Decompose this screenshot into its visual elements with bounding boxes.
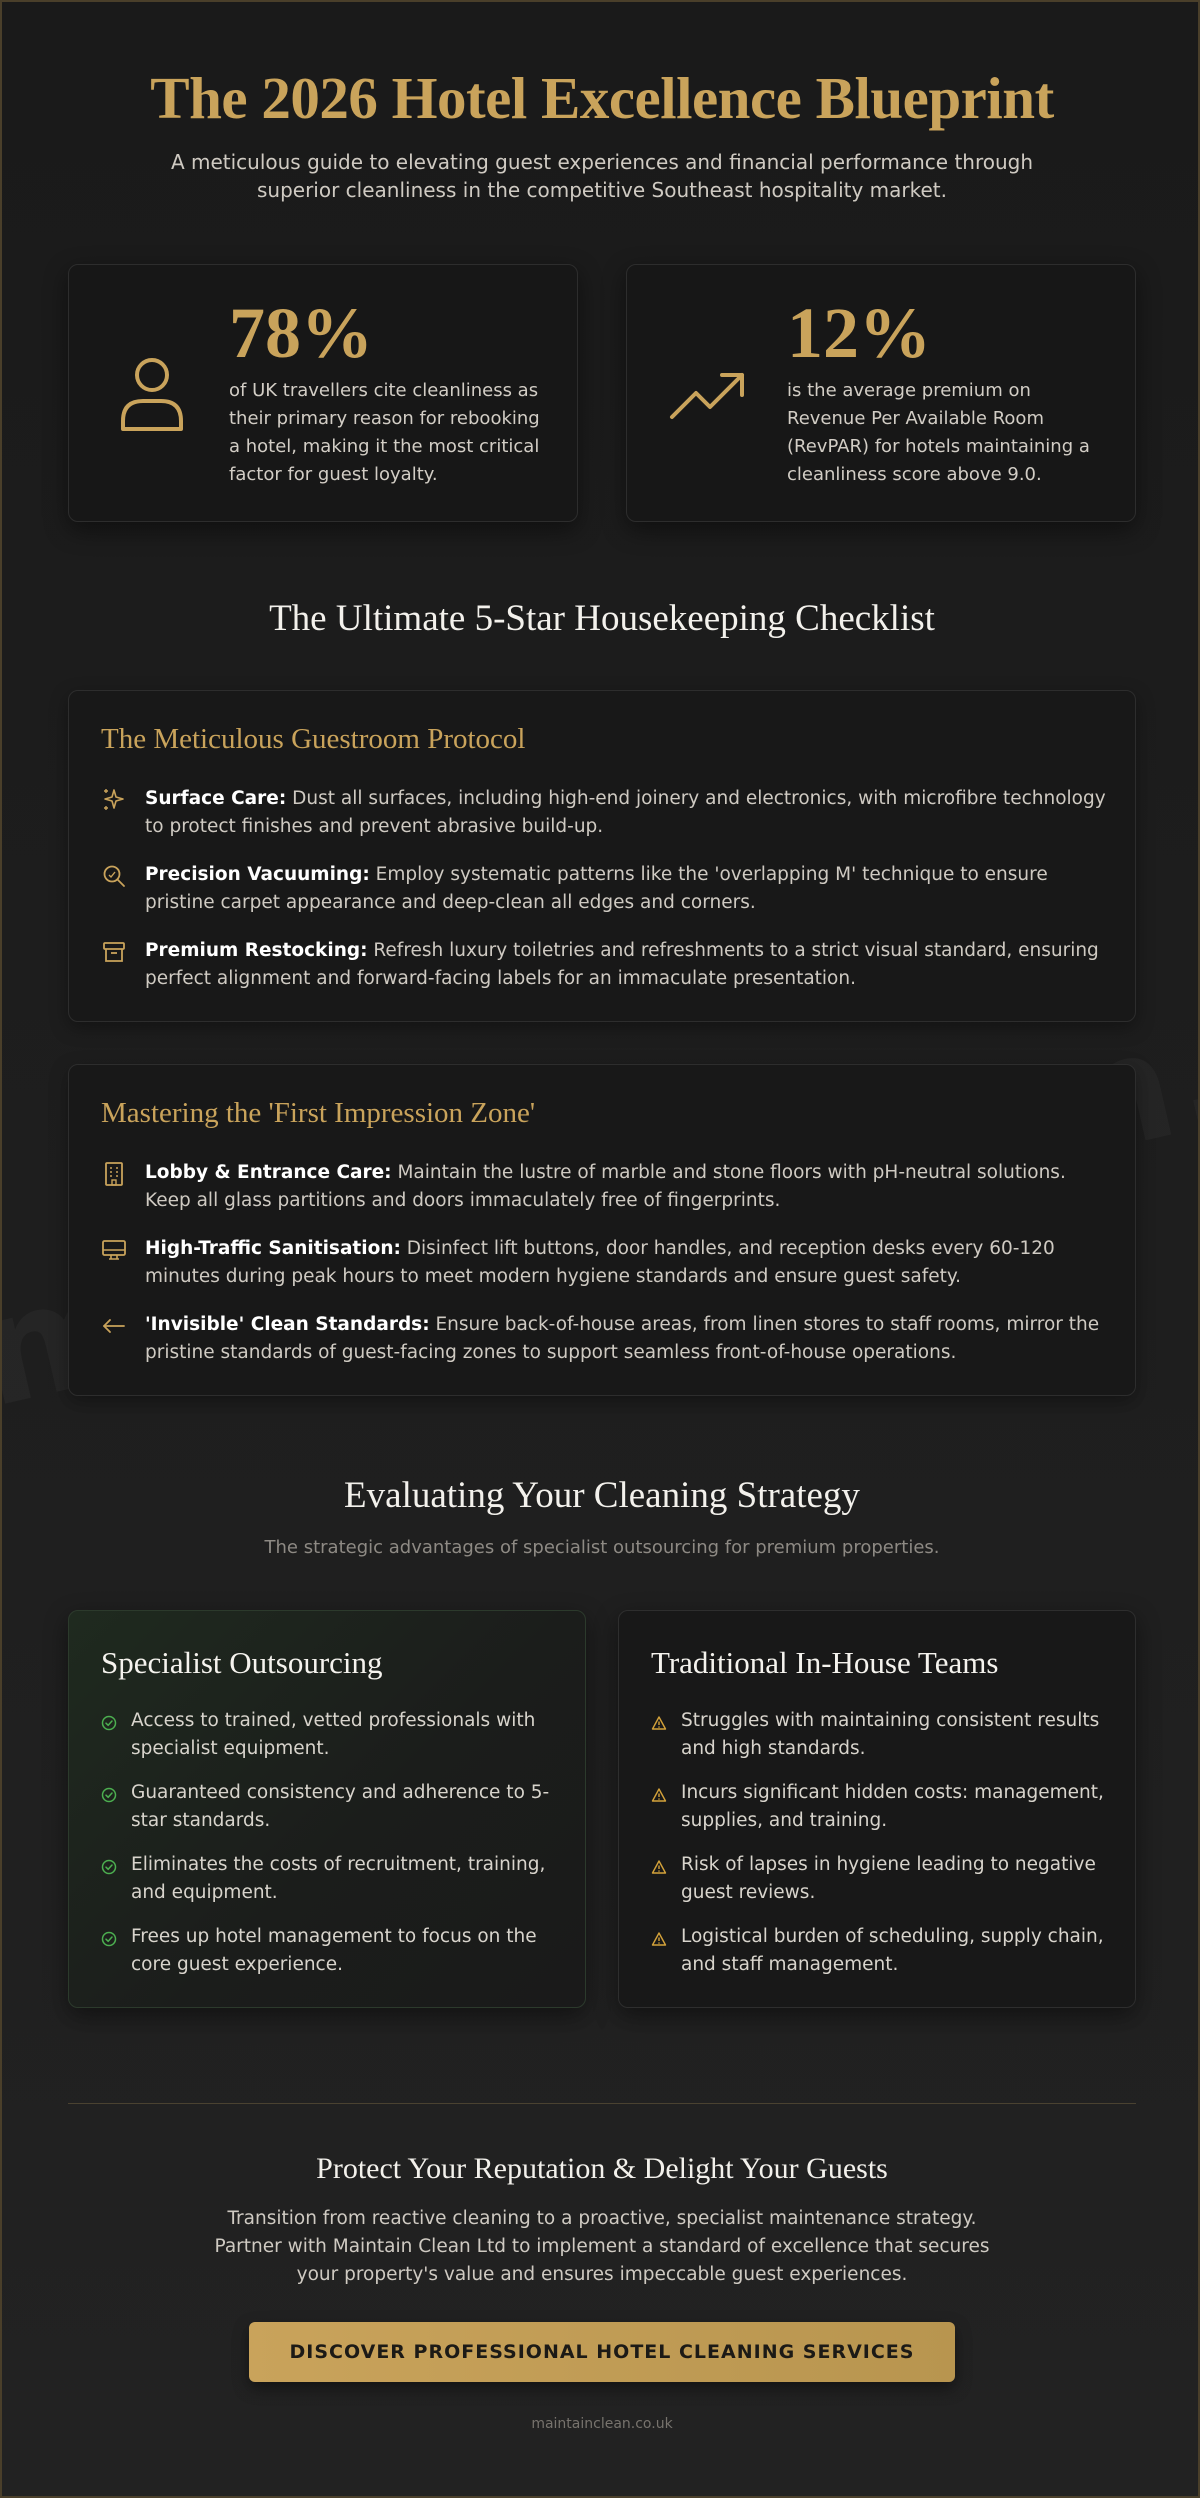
item-text: Guaranteed consistency and adherence to 5-star standards. xyxy=(131,1782,550,1831)
check-circle-icon xyxy=(101,1715,117,1731)
stat-description: of UK travellers cite cleanliness as their primary reason for rebooking a hotel, making it the most critical factor for guest loyalty. xyxy=(229,380,540,485)
list-item xyxy=(651,1707,1111,1763)
check-circle-icon xyxy=(101,1787,117,1803)
card-title: The Meticulous Guestroom Protocol xyxy=(101,723,526,755)
item-label: 'Invisible' Clean Standards: xyxy=(145,1314,430,1335)
strategy-title: Evaluating Your Cleaning Strategy xyxy=(344,1475,860,1516)
item-label: Surface Care: xyxy=(145,788,287,809)
warning-icon xyxy=(651,1859,667,1875)
list-item xyxy=(101,1235,1111,1291)
item-text: Incurs significant hidden costs: management, supplies, and training. xyxy=(681,1782,1104,1831)
hero xyxy=(2,62,1200,204)
page-subtitle: A meticulous guide to elevating guest experiences and financial performance through superior cleanliness in the competitive Southeast hospitality market. xyxy=(170,150,1034,202)
item-text: Employ systematic patterns like the 'overlapping M' technique to ensure pristine carpet appearance and deep-clean all edges and corners. xyxy=(145,864,1048,913)
item-text: Logistical burden of scheduling, supply chain, and staff management. xyxy=(681,1926,1104,1975)
cta-title: Protect Your Reputation & Delight Your Guests xyxy=(316,2152,888,2185)
strategy-subtitle: The strategic advantages of specialist outsourcing for premium properties. xyxy=(264,1537,940,1558)
item-text: Struggles with maintaining consistent results and high standards. xyxy=(681,1710,1100,1759)
list-item xyxy=(101,937,1111,993)
page-title: The 2026 Hotel Excellence Blueprint xyxy=(150,65,1054,131)
archive-icon xyxy=(101,939,127,965)
search-icon xyxy=(101,863,127,889)
warning-icon xyxy=(651,1787,667,1803)
stat-value: 12% xyxy=(787,293,931,373)
list-item xyxy=(101,1159,1111,1215)
item-text: Risk of lapses in hygiene leading to negative guest reviews. xyxy=(681,1854,1096,1903)
check-circle-icon xyxy=(101,1859,117,1875)
arrow-left-icon xyxy=(101,1313,127,1339)
card-title: Mastering the 'First Impression Zone' xyxy=(101,1097,536,1129)
list-item xyxy=(101,1851,561,1907)
list-item xyxy=(101,1923,561,1979)
item-text: Maintain the lustre of marble and stone floors with pH-neutral solutions. Keep all glass partitions and doors immaculately free of fingerprints. xyxy=(145,1162,1066,1211)
list-item xyxy=(101,1311,1111,1367)
list-item xyxy=(101,1707,561,1763)
list-item xyxy=(651,1851,1111,1907)
divider xyxy=(68,2103,1136,2104)
card-in-house-teams xyxy=(618,1610,1136,2008)
card-title: Traditional In-House Teams xyxy=(651,1645,999,1680)
warning-icon xyxy=(651,1715,667,1731)
card-title: Specialist Outsourcing xyxy=(101,1645,383,1680)
item-text: Dust all surfaces, including high-end joinery and electronics, with microfibre technology to protect finishes and prevent abrasive build-up. xyxy=(145,788,1106,837)
card-specialist-outsourcing xyxy=(68,1610,586,2008)
list-item xyxy=(651,1779,1111,1835)
item-text: Frees up hotel management to focus on the core guest experience. xyxy=(131,1926,537,1975)
item-text: Access to trained, vetted professionals with specialist equipment. xyxy=(131,1710,536,1759)
user-icon xyxy=(117,353,187,433)
list-item xyxy=(101,1779,561,1835)
warning-icon xyxy=(651,1931,667,1947)
item-text: Disinfect lift buttons, door handles, and reception desks every 60-120 minutes during peak hours to meet modern hygiene standards and ensure guest safety. xyxy=(145,1238,1055,1287)
list-item xyxy=(651,1923,1111,1979)
card-first-impression xyxy=(68,1064,1136,1396)
trending-up-icon xyxy=(667,365,749,425)
item-text: Ensure back-of-house areas, from linen stores to staff rooms, mirror the pristine standards of guest-facing zones to support seamless front-of-house operations. xyxy=(145,1314,1100,1363)
list-item xyxy=(101,861,1111,917)
discover-services-button[interactable]: DISCOVER PROFESSIONAL HOTEL CLEANING SERVICES xyxy=(249,2322,955,2382)
stat-description: is the average premium on Revenue Per Available Room (RevPAR) for hotels maintaining a cleanliness score above 9.0. xyxy=(787,380,1090,485)
sparkles-icon xyxy=(101,787,127,813)
check-circle-icon xyxy=(101,1931,117,1947)
monitor-icon xyxy=(101,1237,127,1263)
footer-url-link[interactable]: maintainclean.co.uk xyxy=(531,2416,673,2432)
list-item xyxy=(101,785,1111,841)
item-label: High-Traffic Sanitisation: xyxy=(145,1238,401,1259)
cta-text: Transition from reactive cleaning to a proactive, specialist maintenance strategy. Partner with Maintain Clean Ltd to implement a standard of excellence that secures your property's value and ensures impeccable guest experiences. xyxy=(214,2208,990,2285)
building-icon xyxy=(101,1161,127,1187)
item-text: Refresh luxury toiletries and refreshments to a strict visual standard, ensuring perfect alignment and forward-facing labels for an immaculate presentation. xyxy=(145,940,1099,989)
checklist-title: The Ultimate 5-Star Housekeeping Checklist xyxy=(269,598,935,639)
item-label: Precision Vacuuming: xyxy=(145,864,370,885)
stat-card-revpar xyxy=(626,264,1136,522)
stat-value: 78% xyxy=(229,293,373,373)
item-label: Premium Restocking: xyxy=(145,940,368,961)
item-text: Eliminates the costs of recruitment, training, and equipment. xyxy=(131,1854,546,1903)
item-label: Lobby & Entrance Care: xyxy=(145,1162,392,1183)
card-guestroom-protocol xyxy=(68,690,1136,1022)
stat-card-rebooking xyxy=(68,264,578,522)
